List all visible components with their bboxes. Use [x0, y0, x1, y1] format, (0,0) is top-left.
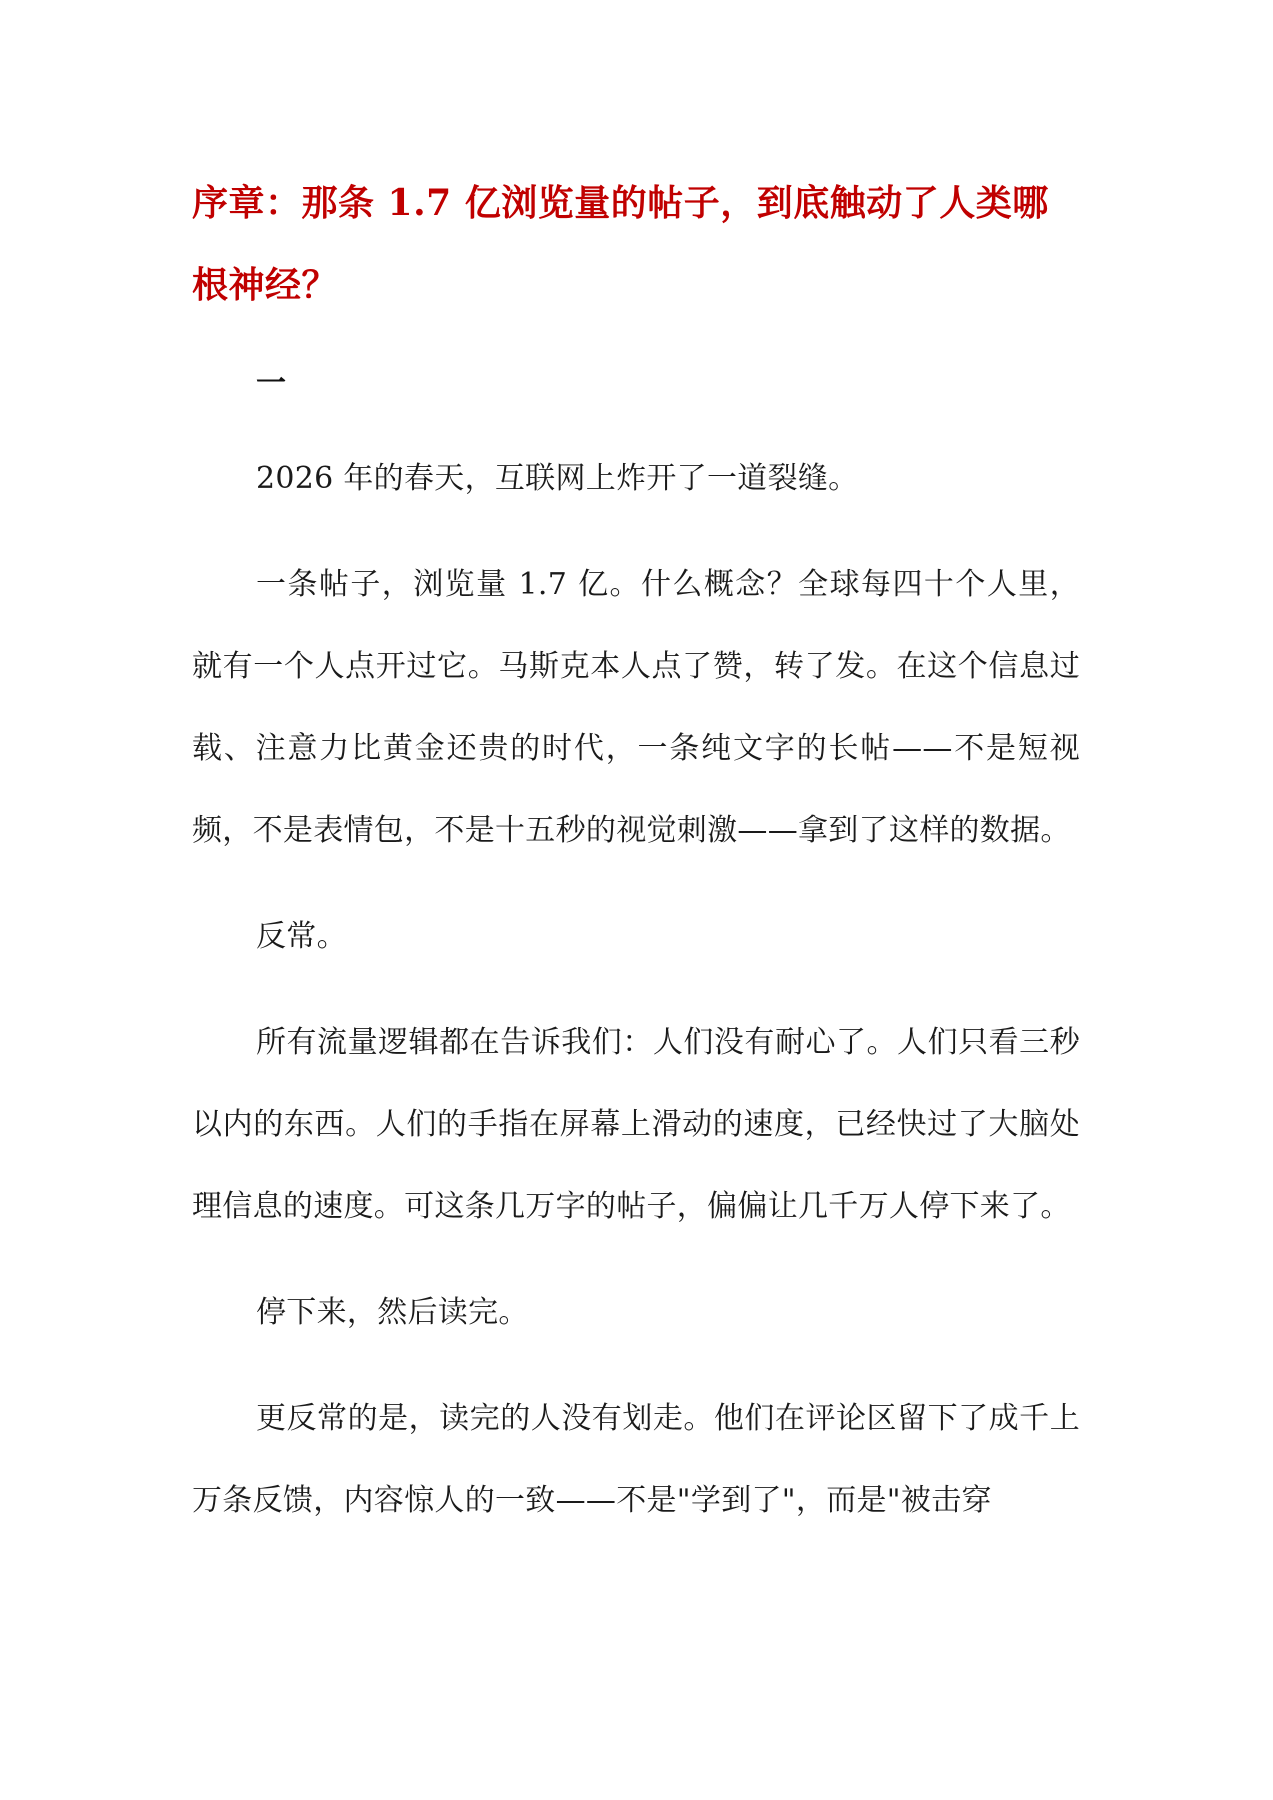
paragraph: 2026 年的春天，互联网上炸开了一道裂缝。 [256, 461, 859, 496]
chapter-title: 序章：那条 1.7 亿浏览量的帖子，到底触动了人类哪根神经？ [192, 182, 1049, 306]
paragraph: 一条帖子，浏览量 1.7 亿。什么概念？全球每四十个人里，就有一个人点开过它。马斯克本人点了赞，转了发。在这个信息过载、注意力比黄金还贵的时代，一条纯文字的长帖——不是短视频，不是表情包，不是十五秒的视觉刺激——拿到了这样的数据。 [192, 567, 1080, 848]
document-body [192, 162, 1080, 1542]
section-number: 一 [256, 366, 286, 401]
paragraph: 所有流量逻辑都在告诉我们：人们没有耐心了。人们只看三秒以内的东西。人们的手指在屏幕上滑动的速度，已经快过了大脑处理信息的速度。可这条几万字的帖子，偏偏让几千万人停下来了。 [192, 1025, 1080, 1224]
paragraph: 反常。 [256, 919, 347, 954]
paragraph: 更反常的是，读完的人没有划走。他们在评论区留下了成千上万条反馈，内容惊人的一致——不是"学到了"，而是"被击穿 [192, 1401, 1080, 1518]
paragraph: 停下来，然后读完。 [256, 1295, 529, 1330]
